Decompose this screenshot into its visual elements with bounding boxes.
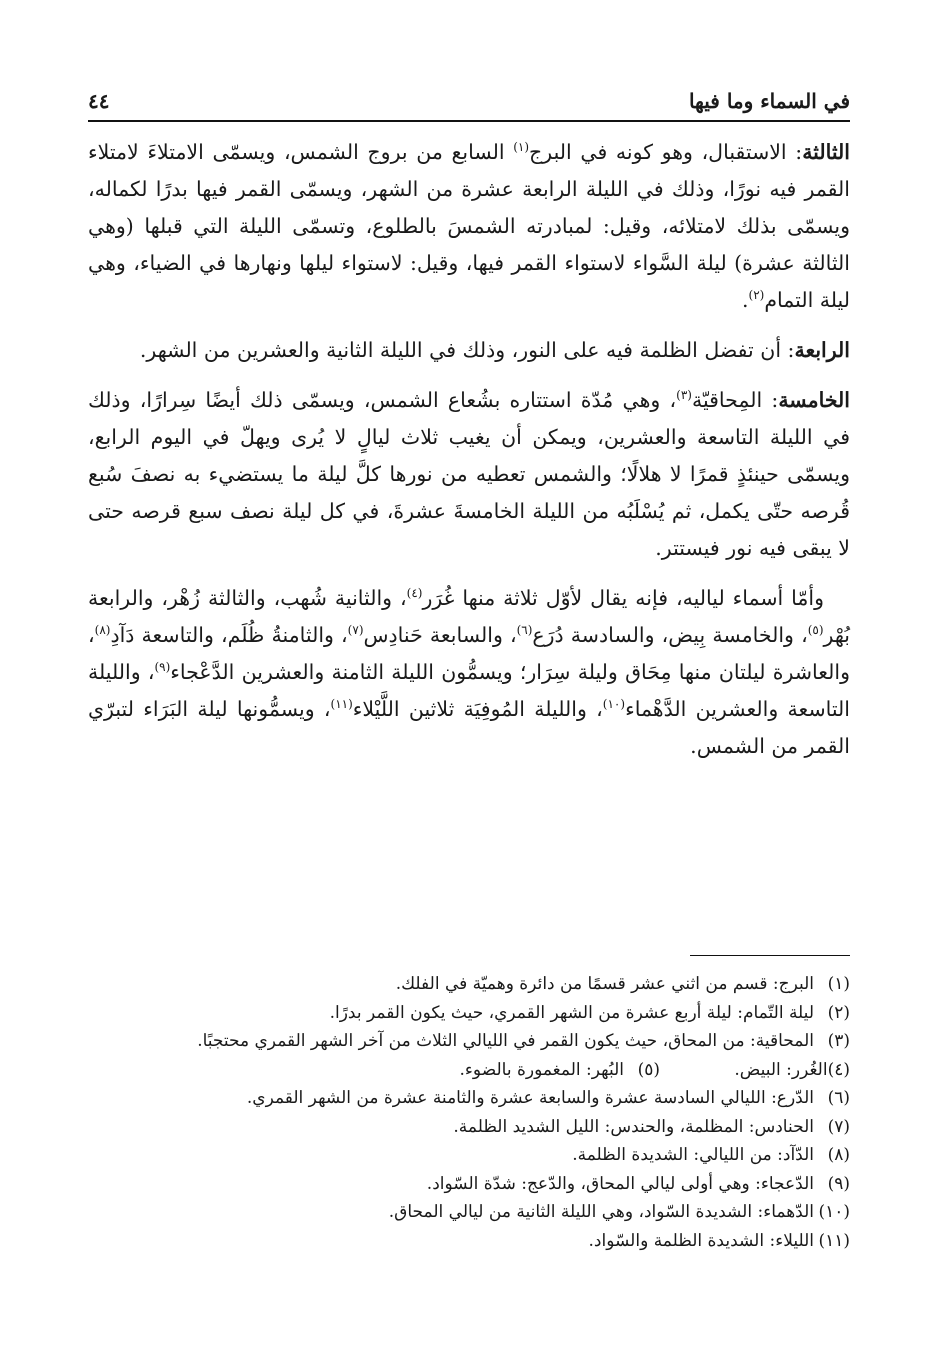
footnote-item: (٨) الدّآد: من الليالي: الشديدة الظلمة. bbox=[572, 1145, 850, 1165]
footnote-ref: (١١) bbox=[330, 697, 353, 712]
footnote-item: (٩) الدّعجاء: وهي أولى ليالي المحاق، والدّعج: شدّة السّواد. bbox=[426, 1173, 850, 1194]
page-number: ٤٤ bbox=[88, 89, 110, 113]
footnote-item: (١١) الليلاء: الشديدة الظلمة والسّواد. bbox=[588, 1230, 850, 1251]
paragraph-fifth-phase: الخامسة: المِحاقيّة$^{(٣)}$، وهي مُدّة استتاره بشُعاع الشمس، ويسمّى ذلك أيضًا سِرارًا، وذلك في الليلة التاسعة والعشرين، ويمكن أن يغيب ثلاث ليالٍ لا يُرى ويهلّ في اليوم الرابع، ويسمّى حينئذٍ قمرًا لا هلالًا؛ والشمس تعطيه من نورها كلَّ ليلة ما يستضيء به نصفَ سُبع قُرصه حتّى يكمل، ثم يُسْلَبُه من الليلة الخامسةَ عشرةَ، في كل ليلة نصف سبع قرصه حتى لا يبقى فيه نور فيستتر. bbox=[88, 388, 850, 560]
footnote-pair bbox=[88, 1056, 850, 1085]
footnote-item: (٦) الدّرع: الليالي السادسة عشرة والسابعة عشرة والثامنة عشرة من الشهر القمري. bbox=[246, 1088, 850, 1108]
footnote-item: (٢) ليلة التّمام: ليلة أربع عشرة من الشهر القمري، حيث يكون القمر بدرًا. bbox=[329, 1002, 850, 1023]
footnote-ref: (٦) bbox=[516, 623, 533, 638]
footnote-ref: (٥) bbox=[807, 623, 824, 638]
paragraph-fourth-phase: الرابعة: أن تفضل الظلمة فيه على النور، وذلك في الليلة الثانية والعشرين من الشهر. bbox=[139, 338, 850, 362]
running-title: في السماء وما فيها bbox=[688, 89, 850, 113]
footnote-ref: (٢) bbox=[748, 288, 765, 303]
footnote-ref: (٣) bbox=[676, 388, 692, 403]
footnote-ref: (١٠) bbox=[602, 697, 626, 712]
footnote-ref: (٨) bbox=[94, 623, 111, 638]
footnote-separator bbox=[690, 955, 850, 956]
footnote-ref: (٩) bbox=[154, 660, 171, 675]
footnote-item: (٥) البُهر: المغمورة بالضوء. bbox=[459, 1059, 660, 1080]
footnote-item: (١٠) الدّهماء: الشديدة السّواد، وهي الليلة الثانية من ليالي المحاق. bbox=[388, 1202, 850, 1222]
footnote-item: (٣) المحاقية: من المحاق، حيث يكون القمر في الليالي الثلاث من آخر الشهر القمري محتجبًا. bbox=[197, 1031, 850, 1051]
term-label: الثالثة bbox=[802, 140, 850, 164]
footnote-ref: (٧) bbox=[347, 623, 364, 638]
page-header bbox=[88, 84, 850, 118]
paragraph-night-names: وأمّا أسماء لياليه، فإنه يقال لأوّل ثلاثة منها غُرَر$^{(٤)}$، والثانية شُهب، والثالثة زُهْر، والرابعة بُهْر$^{(٥)}$، والخامسة بِيض، والسادسة دُرَع$^{(٦)}$، والسابعة حَنادِس$^{(٧)}$، والثامنةُ ظُلَم، والتاسعة دَآدِ$^{(٨)}$، والعاشرة ليلتان منها مِحَاق وليلة سِرَار؛ ويسمُّون الليلة الثامنة والعشرين الدَّعْجاء$^{(٩)}$، والليلة التاسعة والعشرين الدَّهْماء$^{(١٠)}$، والليلة المُوفِيَة ثلاثين اللَّيْلاء$^{(١١)}$، ويسمُّونها ليلة البَرَاء لتبرّي القمر من الشمس. bbox=[88, 586, 850, 758]
footnote-item: (١) البرج: قسم من اثني عشر قسمًا من دائرة وهميّة في الفلك. bbox=[395, 974, 850, 994]
footnote-ref: (١) bbox=[513, 140, 530, 155]
footnote-ref: (٤) bbox=[406, 586, 423, 601]
main-text bbox=[88, 134, 850, 778]
footnote-item: (٧) الحنادس: المظلمة، والحندس: الليل الشديد الظلمة. bbox=[453, 1116, 850, 1137]
footnotes bbox=[88, 970, 850, 1255]
term-label: الرابعة bbox=[794, 338, 850, 362]
footnote-item: (٤) الغُرر: البيض. bbox=[734, 1059, 850, 1080]
paragraph-third-phase: الثالثة: الاستقبال، وهو كونه في البرج$^{(١)}$ السابع من بروج الشمس، ويسمّى الامتلاءَ لامتلاء القمر فيه نورًا، وذلك في الليلة الرابعة عشرة من الشهر، ويسمّى القمر فيها بدرًا لكماله، ويسمّى بذلك لامتلائه، وقيل: لمبادرته الشمسَ بالطلوع، وتسمّى الليلة التي قبلها (وهي الثالثة عشرة) ليلة السَّواء لاستواء القمر فيها، وقيل: لاستواء ليلها ونهارها في الضياء، وهي ليلة التمام$^{(٢)}$. bbox=[88, 140, 850, 312]
term-label: الخامسة bbox=[778, 388, 850, 412]
header-rule bbox=[88, 120, 850, 122]
